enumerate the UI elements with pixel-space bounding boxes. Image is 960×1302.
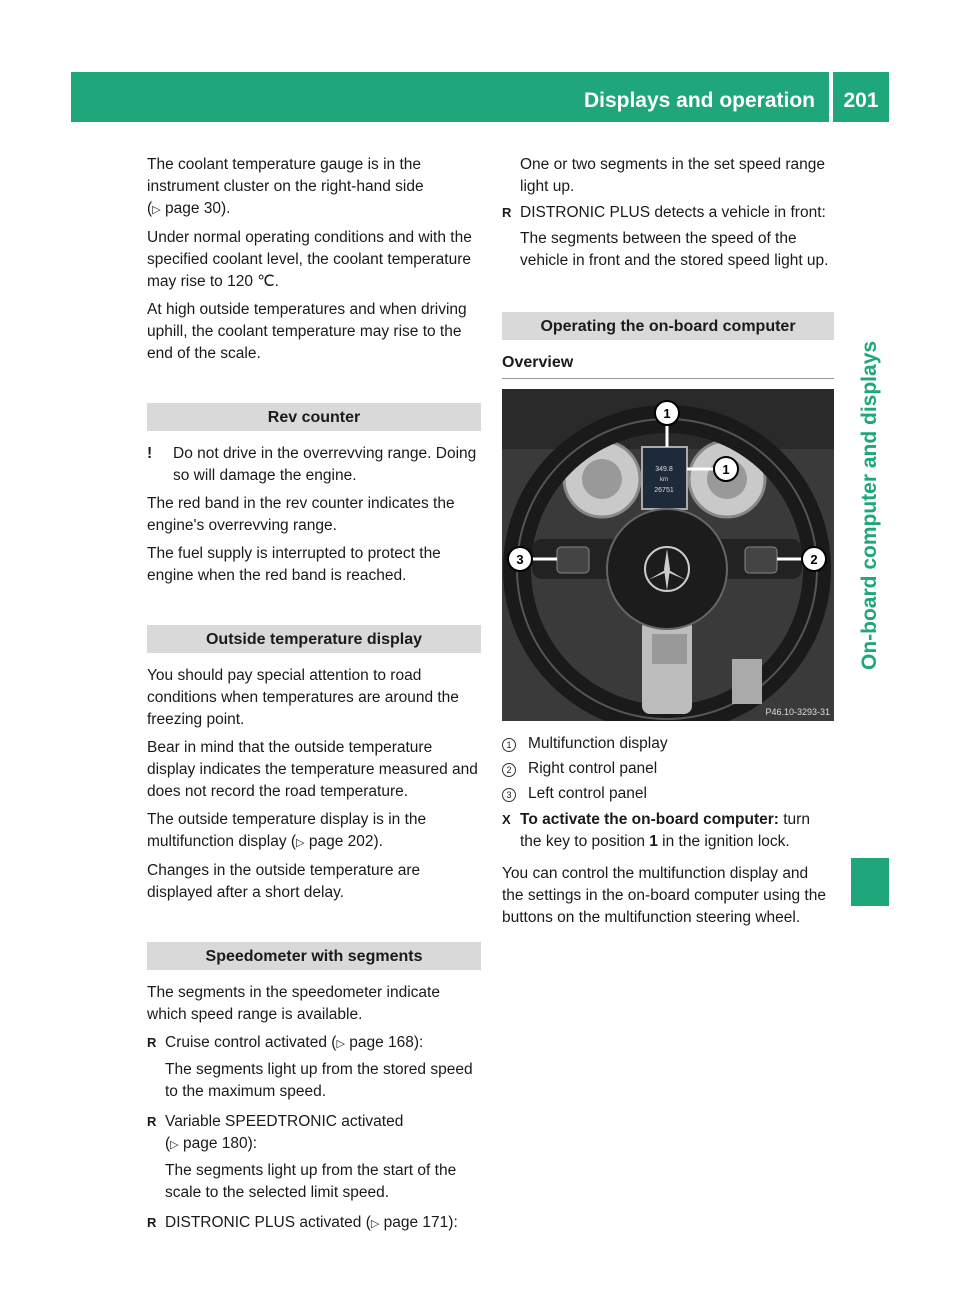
paragraph: The red band in the rev counter indicates the engine's overrevving range.: [147, 495, 455, 534]
paragraph: Bear in mind that the outside temperature display indicates the temperature measured and does not record the road temperature.: [147, 739, 478, 800]
list-item: R DISTRONIC PLUS activated (▷ page 171):: [147, 1212, 481, 1239]
display-unit: km: [660, 477, 668, 483]
display-odometer: 26751: [654, 487, 674, 494]
paragraph: The fuel supply is interrupted to protect the engine when the red band is reached.: [147, 545, 441, 584]
display-value: 349.8: [655, 466, 673, 473]
legend-item: 2 Right control panel: [502, 758, 834, 780]
paragraph: You can control the multifunction display and the settings in the on-board computer using the buttons on the multifunction steering wheel.: [502, 865, 826, 926]
page-reference[interactable]: page 168):: [349, 1034, 424, 1051]
paragraph: Changes in the outside temperature are displayed after a short delay.: [147, 862, 421, 901]
bullet-icon: R: [147, 1035, 157, 1050]
section-heading: Speedometer with segments: [147, 942, 481, 970]
section-heading: Operating the on-board computer: [502, 312, 834, 340]
ref-arrow-icon: ▷: [152, 204, 161, 216]
paragraph: You should pay special attention to road conditions when temperatures are around the freezing point.: [147, 667, 459, 728]
warning-note: [147, 443, 481, 487]
page-number: 201: [843, 89, 879, 112]
side-tab-label: On-board computer and displays: [858, 340, 881, 670]
chapter-title: Displays and operation: [583, 89, 815, 112]
callout-label: 1: [663, 406, 671, 421]
paragraph: The coolant temperature gauge is in the instrument cluster on the right-hand side (▷ page 30).: [147, 156, 424, 217]
paragraph: The outside temperature display is in the multifunction display (▷ page 202).: [147, 811, 427, 850]
steering-wheel-photo: [502, 389, 834, 721]
left-column: [147, 154, 481, 1243]
continued-text: One or two segments in the set speed range light up.: [520, 156, 826, 195]
ref-arrow-icon: ▷: [336, 1038, 345, 1050]
list-item: R Cruise control activated (▷ page 168): The segments light up from the stored speed to the maximum speed.: [147, 1032, 481, 1107]
bullet-icon: R: [147, 1114, 157, 1129]
ref-arrow-icon: ▷: [370, 1218, 380, 1230]
paragraph: At high outside temperatures and when driving uphill, the coolant temperature may rise to the end of the scale.: [147, 301, 467, 362]
callout-number: 3: [502, 788, 516, 802]
ref-arrow-icon: ▷: [296, 837, 305, 849]
legend-item: 1 Multifunction display: [502, 733, 834, 755]
warning-text: Do not drive in the overrevving range. Doing so will damage the engine.: [173, 445, 477, 484]
paragraph: Under normal operating conditions and with the specified coolant level, the coolant temperature may rise to 120 ℃.: [147, 229, 472, 290]
side-tab: [851, 122, 889, 822]
ref-arrow-icon: ▷: [170, 1139, 179, 1151]
page-reference[interactable]: page 202).: [308, 833, 383, 850]
page-header: [71, 72, 889, 122]
callout-label: 3: [516, 552, 524, 567]
photo-code: P46.10-3293-31: [765, 707, 830, 717]
bullet-icon: R: [502, 205, 512, 220]
list-item: R DISTRONIC PLUS detects a vehicle in front: The segments between the speed of the vehicle in front and the stored speed light up.: [502, 202, 834, 276]
action-icon: X: [502, 812, 511, 827]
right-column: [502, 154, 834, 935]
page-reference[interactable]: page 180):: [182, 1135, 258, 1152]
callout-label: 1: [722, 462, 730, 477]
list-item: R Variable SPEEDTRONIC activated (▷ page 180): The segments light up from the start of the scale to the selected limit speed.: [147, 1111, 481, 1208]
section-heading: Outside temperature display: [147, 625, 481, 653]
legend-item: 3 Left control panel: [502, 783, 834, 805]
callout-number: 2: [502, 763, 516, 777]
warning-icon: !: [147, 445, 153, 462]
paragraph: The segments in the speedometer indicate which speed range is available.: [147, 984, 440, 1023]
subheading: Overview: [502, 352, 834, 379]
section-heading: Rev counter: [147, 403, 481, 431]
bullet-icon: R: [147, 1215, 157, 1230]
side-tab-marker: [851, 858, 889, 906]
steering-wheel-illustration: [502, 389, 834, 721]
callout-label: 2: [810, 552, 818, 567]
callout-number: 1: [502, 738, 516, 752]
page-reference[interactable]: page 30).: [164, 200, 231, 217]
action-step: X To activate the on-board computer: turn the key to position 1 in the ignition lock.: [502, 809, 834, 857]
page-reference[interactable]: page 171):: [383, 1214, 458, 1231]
